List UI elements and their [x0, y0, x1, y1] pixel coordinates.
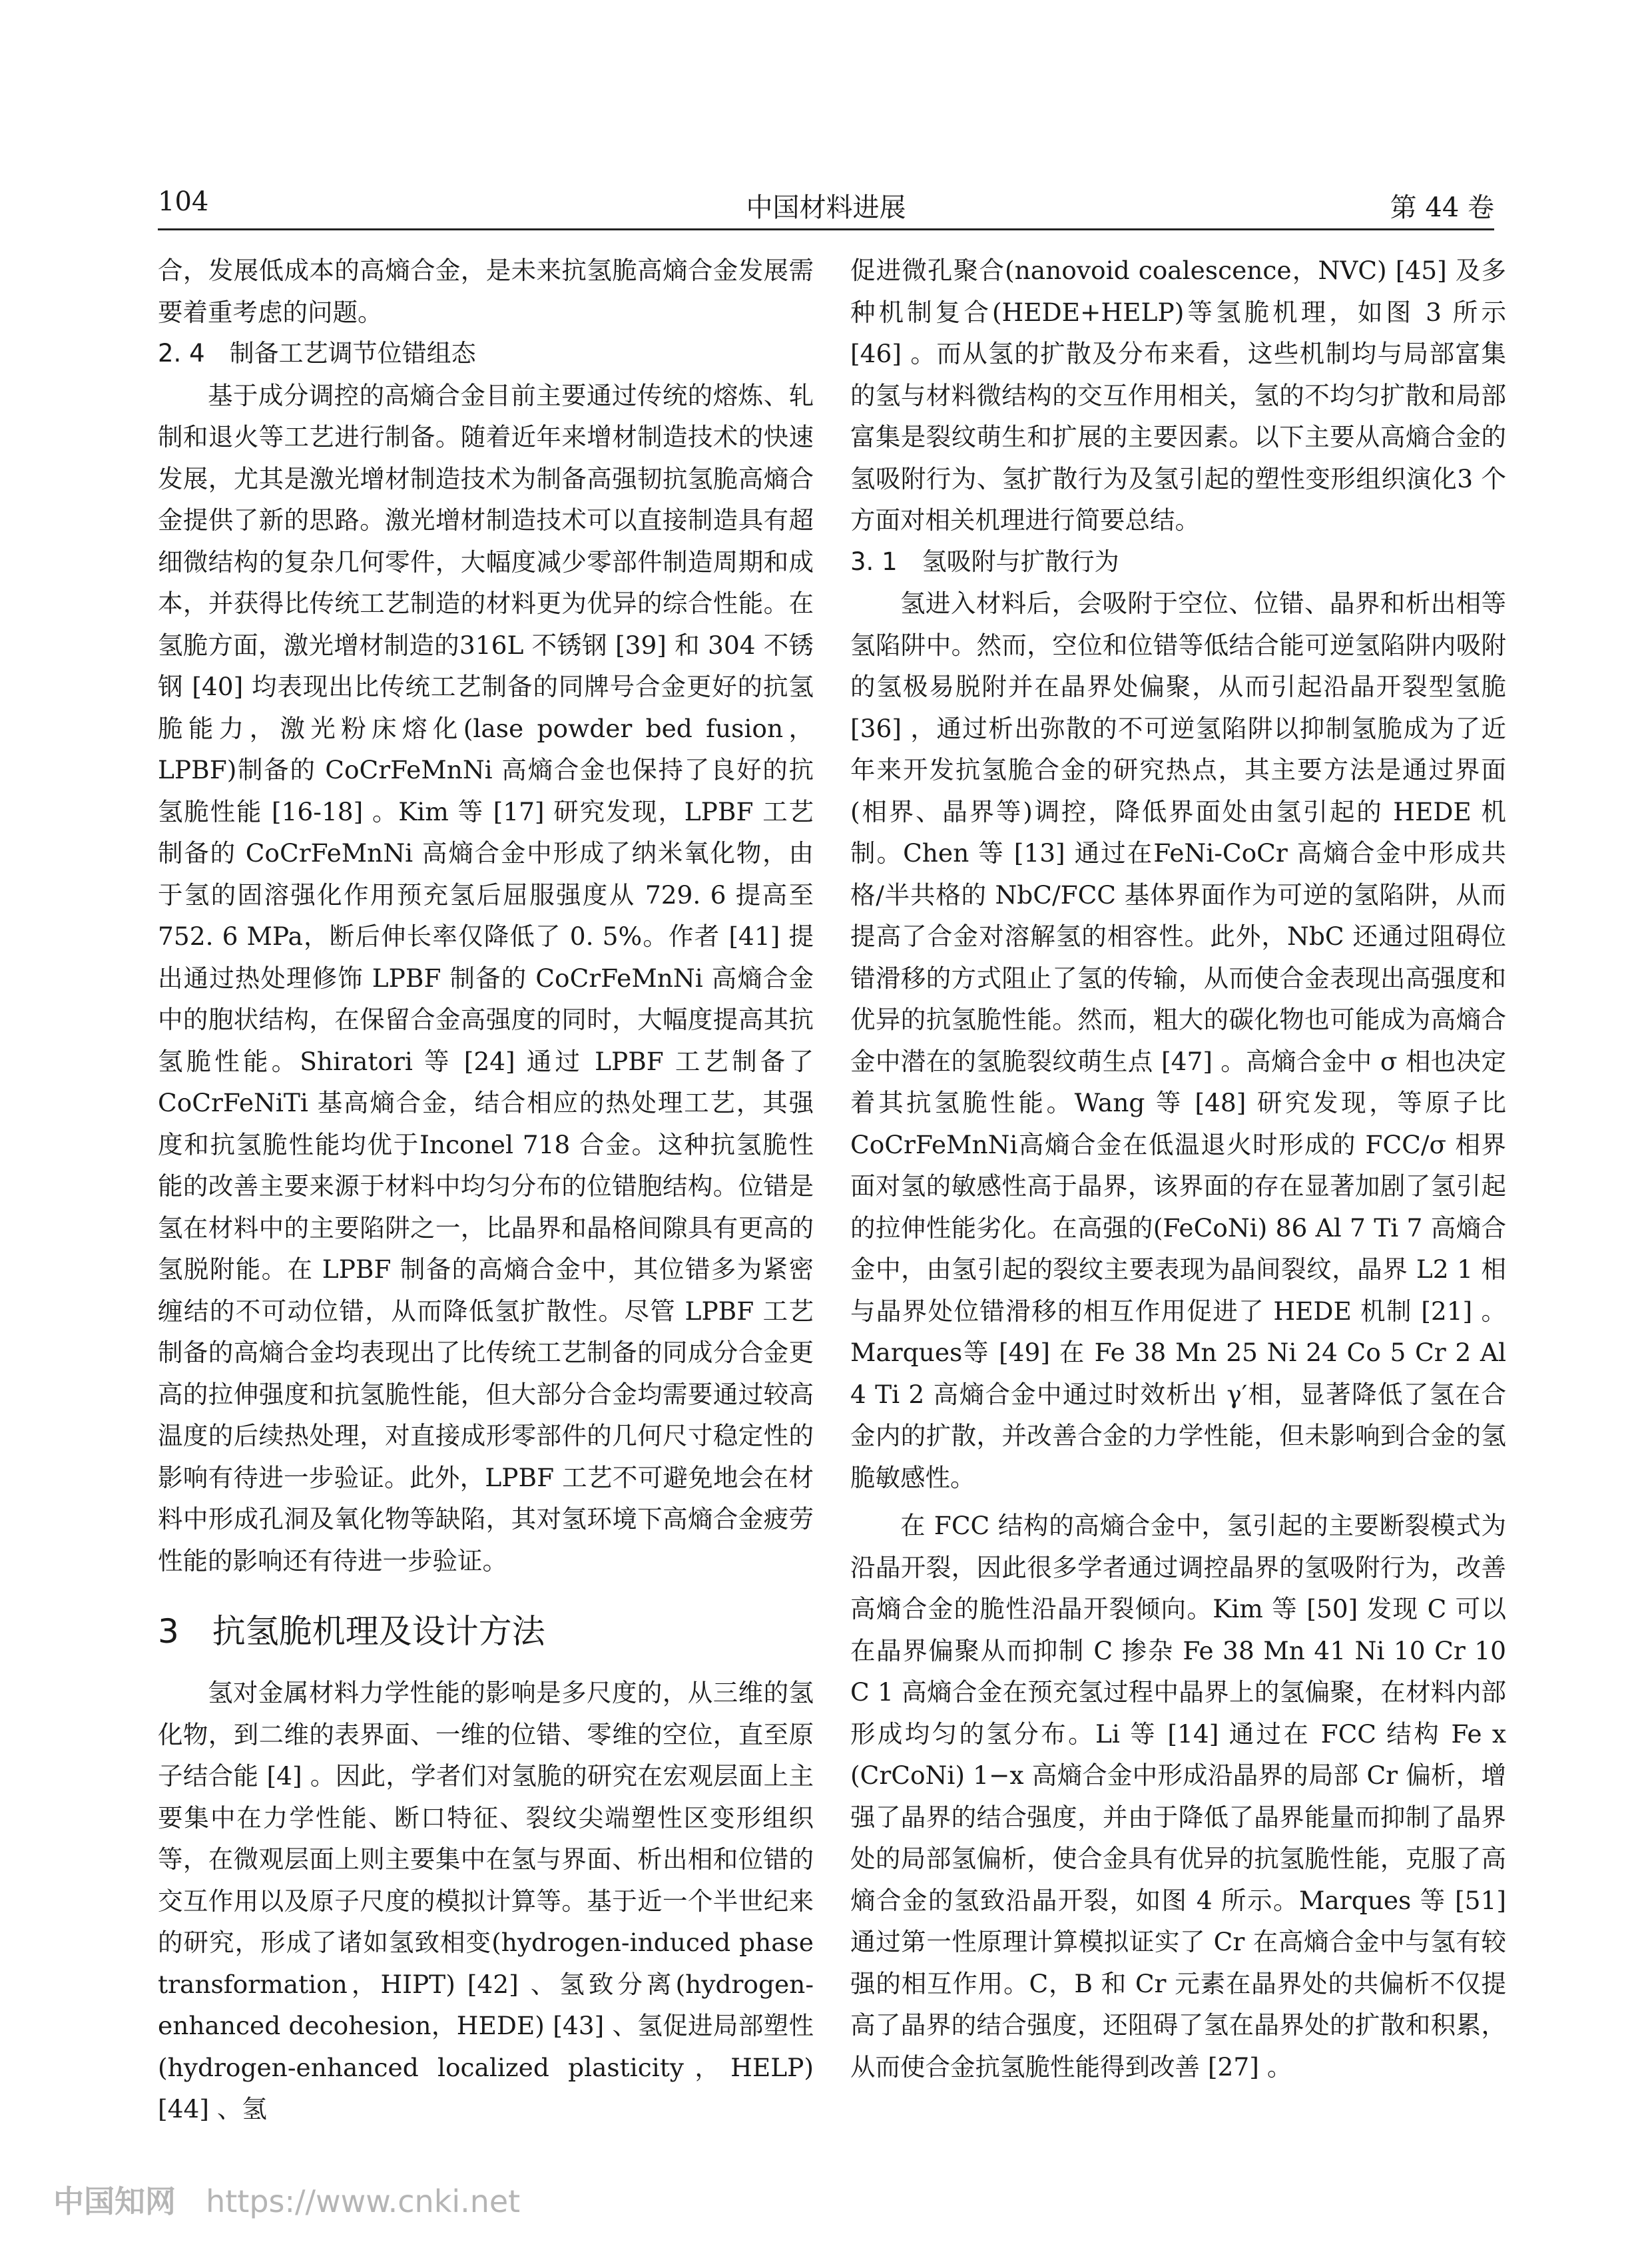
paragraph: 氢进入材料后，会吸附于空位、位错、晶界和析出相等氢陷阱中。然而，空位和位错等低结合能可逆氢陷阱内吸附的氢极易脱附并在晶界处偏聚，从而引起沿晶开裂型氢脆 [36] ，通过析出弥散的不可逆氢陷阱以抑制氢脆成为了近年来开发抗氢脆合金的研究热点，其主要方法是通过界面(相界、晶界等)调控，降低界面处由氢引起的 HEDE 机制。Chen 等 [13] 通过在FeNi-CoCr 高熵合金中形成共格/半共格的 NbC/FCC 基体界面作为可逆的氢陷阱，从而提高了合金对溶解氢的相容性。此外，NbC 还通过阻碍位错滑移的方式阻止了氢的传输，从而使合金表现出高强度和优异的抗氢脆性能。然而，粗大的碳化物也可能成为高熵合金中潜在的氢脆裂纹萌生点 [47] 。高熵合金中 σ 相也决定着其抗氢脆性能。Wang 等 [48] 研究发现，等原子比 CoCrFeMnNi高熵合金在低温退火时形成的 FCC/σ 相界面对氢的敏感性高于晶界，该界面的存在显著加剧了氢引起的拉伸性能劣化。在高强的(FeCoNi) 86 Al 7 Ti 7 高熵合金中，由氢引起的裂纹主要表现为晶间裂纹，晶界 L2 1 相与晶界处位错滑移的相互作用促进了 HEDE 机制 [21] 。Marques等 [49] 在 Fe 38 Mn 25 Ni 24 Co 5 Cr 2 Al 4 Ti 2 高熵合金中通过时效析出 γ′相，显著降低了氢在合金内的扩散，并改善合金的力学性能，但未影响到合金的氢脆敏感性。	[850, 589, 1506, 1492]
section-heading-3-1: 3. 1 氢吸附与扩散行为	[850, 547, 1119, 576]
volume-label: 第 44 卷	[1390, 192, 1494, 223]
page-header	[158, 186, 1494, 226]
paragraph: 在 FCC 结构的高熵合金中，氢引起的主要断裂模式为沿晶开裂，因此很多学者通过调控晶界的氢吸附行为，改善高熵合金的脆性沿晶开裂倾向。Kim 等 [50] 发现 C 可以在晶界偏聚从而抑制 C 掺杂 Fe 38 Mn 41 Ni 10 Cr 10 C 1 高熵合金在预充氢过程中晶界上的氢偏聚，在材料内部形成均匀的氢分布。Li 等 [14] 通过在 FCC 结构 Fe x (CrCoNi) 1−x 高熵合金中形成沿晶界的局部 Cr 偏析，增强了晶界的结合强度，并由于降低了晶界能量而抑制了晶界处的局部氢偏析，使合金具有优异的抗氢脆性能，克服了高熵合金的氢致沿晶开裂，如图 4 所示。Marques 等 [51] 通过第一性原理计算模拟证实了 Cr 在高熵合金中与氢有较强的相互作用。C，B 和 Cr 元素在晶界处的共偏析不仅提高了晶界的结合强度，还阻碍了氢在晶界处的扩散和积累，从而使合金抗氢脆性能得到改善 [27] 。	[850, 1511, 1506, 2082]
paragraph: 促进微孔聚合(nanovoid coalescence，NVC) [45] 及多种机制复合(HEDE+HELP)等氢脆机理，如图 3 所示 [46] 。而从氢的扩散及分布来看，这些机制均与局部富集的氢与材料微结构的交互作用相关，氢的不均匀扩散和局部富集是裂纹萌生和扩展的主要因素。以下主要从高熵合金的氢吸附行为、氢扩散行为及氢引起的塑性变形组织演化3 个方面对相关机理进行简要总结。	[850, 256, 1506, 535]
right-column	[850, 250, 1506, 2088]
header-rule	[158, 228, 1494, 230]
section-heading-2-4: 2. 4 制备工艺调节位错组态	[158, 339, 476, 368]
left-column	[158, 250, 814, 2130]
cnki-url[interactable]: https://www.cnki.net	[206, 2183, 521, 2219]
paragraph: 合，发展低成本的高熵合金，是未来抗氢脆高熵合金发展需要着重考虑的问题。	[158, 256, 814, 327]
page-number: 104	[158, 186, 209, 217]
paragraph: 基于成分调控的高熵合金目前主要通过传统的熔炼、轧制和退火等工艺进行制备。随着近年来增材制造技术的快速发展，尤其是激光增材制造技术为制备高强韧抗氢脆高熵合金提供了新的思路。激光增材制造技术可以直接制造具有超细微结构的复杂几何零件，大幅度减少零部件制造周期和成本，并获得比传统工艺制造的材料更为优异的综合性能。在氢脆方面，激光增材制造的316L 不锈钢 [39] 和 304 不锈钢 [40] 均表现出比传统工艺制备的同牌号合金更好的抗氢脆能力，激光粉床熔化(lase powder bed fusion，LPBF)制备的 CoCrFeMnNi 高熵合金也保持了良好的抗氢脆性能 [16-18] 。Kim 等 [17] 研究发现，LPBF 工艺制备的 CoCrFeMnNi 高熵合金中形成了纳米氧化物，由于氢的固溶强化作用预充氢后屈服强度从 729. 6 提高至 752. 6 MPa，断后伸长率仅降低了 0. 5%。作者 [41] 提出通过热处理修饰 LPBF 制备的 CoCrFeMnNi 高熵合金中的胞状结构，在保留合金高强度的同时，大幅度提高其抗氢脆性能。Shiratori 等 [24] 通过 LPBF 工艺制备了 CoCrFeNiTi 基高熵合金，结合相应的热处理工艺，其强度和抗氢脆性能均优于Inconel 718 合金。这种抗氢脆性能的改善主要来源于材料中均匀分布的位错胞结构。位错是氢在材料中的主要陷阱之一，比晶界和晶格间隙具有更高的氢脱附能。在 LPBF 制备的高熵合金中，其位错多为紧密缠结的不可动位错，从而降低氢扩散性。尽管 LPBF 工艺制备的高熵合金均表现出了比传统工艺制备的同成分合金更高的拉伸强度和抗氢脆性能，但大部分合金均需要通过较高温度的后续热处理，对直接成形零部件的几何尺寸稳定性的影响有待进一步验证。此外，LPBF 工艺不可避免地会在材料中形成孔洞及氧化物等缺陷，其对氢环境下高熵合金疲劳性能的影响还有待进一步验证。	[158, 380, 814, 1575]
journal-title: 中国材料进展	[746, 192, 906, 223]
cnki-brand: 中国知网	[53, 2183, 176, 2219]
section-heading-3: 3 抗氢脆机理及设计方法	[158, 1612, 545, 1651]
watermark-footer	[53, 2177, 520, 2217]
paragraph: 氢对金属材料力学性能的影响是多尺度的，从三维的氢化物，到二维的表界面、一维的位错、零维的空位，直至原子结合能 [4] 。因此，学者们对氢脆的研究在宏观层面上主要集中在力学性能、断口特征、裂纹尖端塑性区变形组织等，在微观层面上则主要集中在氢与界面、析出相和位错的交互作用以及原子尺度的模拟计算等。基于近一个半世纪来的研究，形成了诸如氢致相变(hydrogen-induced phase transformation，HIPT) [42] 、氢致分离(hydrogen-enhanced decohesion，HEDE) [43] 、氢促进局部塑性(hydrogen-enhanced localized plasticity，HELP) [44] 、氢	[158, 1678, 814, 2123]
